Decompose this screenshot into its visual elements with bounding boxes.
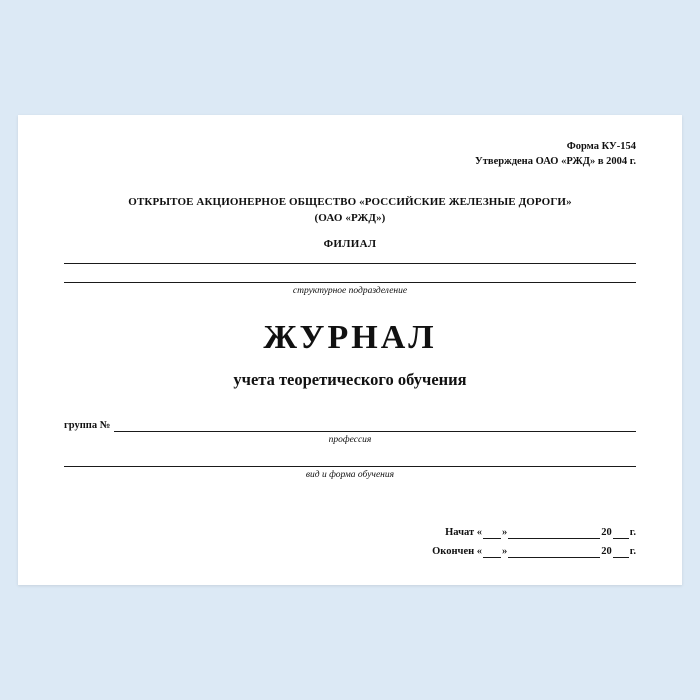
form-code: Форма КУ-154 bbox=[566, 141, 636, 152]
document-subtitle: учета теоретического обучения bbox=[233, 369, 467, 389]
document-page bbox=[18, 115, 682, 585]
organization-name-line: ОТКРЫТОЕ АКЦИОНЕРНОЕ ОБЩЕСТВО «РОССИЙСКИЕ ЖЕЛЕЗНЫЕ ДОРОГИ» bbox=[128, 196, 572, 209]
started-label: Начат « bbox=[445, 526, 483, 538]
finished-row bbox=[64, 545, 636, 558]
finished-year-prefix: 20 bbox=[601, 546, 612, 558]
document-sheet bbox=[18, 115, 682, 585]
started-year-suffix: г. bbox=[629, 526, 636, 538]
form-approved: Утверждена ОАО «РЖД» в 2004 г. bbox=[475, 156, 636, 168]
organization-heading bbox=[64, 195, 636, 226]
subdivision-fill-line[interactable] bbox=[64, 282, 636, 283]
finished-year-suffix: г. bbox=[629, 546, 636, 558]
subdivision-caption: структурное подразделение bbox=[292, 286, 408, 297]
finished-month-fill[interactable] bbox=[508, 546, 600, 558]
finished-year-fill[interactable] bbox=[613, 546, 629, 558]
finished-day-fill[interactable] bbox=[483, 546, 501, 558]
started-day-fill[interactable] bbox=[483, 527, 501, 539]
finished-label-mid: » bbox=[502, 546, 508, 558]
group-number-label: группа № bbox=[64, 419, 111, 431]
training-type-caption: вид и форма обучения bbox=[305, 469, 395, 480]
organization-shortname-line: (ОАО «РЖД») bbox=[314, 211, 386, 224]
branch-label: ФИЛИАЛ bbox=[323, 238, 377, 251]
started-month-fill[interactable] bbox=[508, 527, 600, 539]
group-row bbox=[64, 420, 636, 432]
started-year-prefix: 20 bbox=[601, 526, 612, 538]
started-row bbox=[64, 526, 636, 539]
branch-fill-line[interactable] bbox=[64, 263, 636, 264]
training-type-fill-line[interactable] bbox=[64, 466, 636, 467]
group-number-fill-line[interactable] bbox=[114, 431, 636, 432]
profession-caption: профессия bbox=[328, 434, 372, 445]
started-year-fill[interactable] bbox=[613, 527, 629, 539]
document-title: ЖУРНАЛ bbox=[263, 319, 437, 357]
form-meta-block bbox=[64, 139, 636, 169]
started-label-mid: » bbox=[502, 526, 508, 538]
dates-block bbox=[64, 526, 636, 558]
finished-label: Окончен « bbox=[432, 546, 483, 558]
